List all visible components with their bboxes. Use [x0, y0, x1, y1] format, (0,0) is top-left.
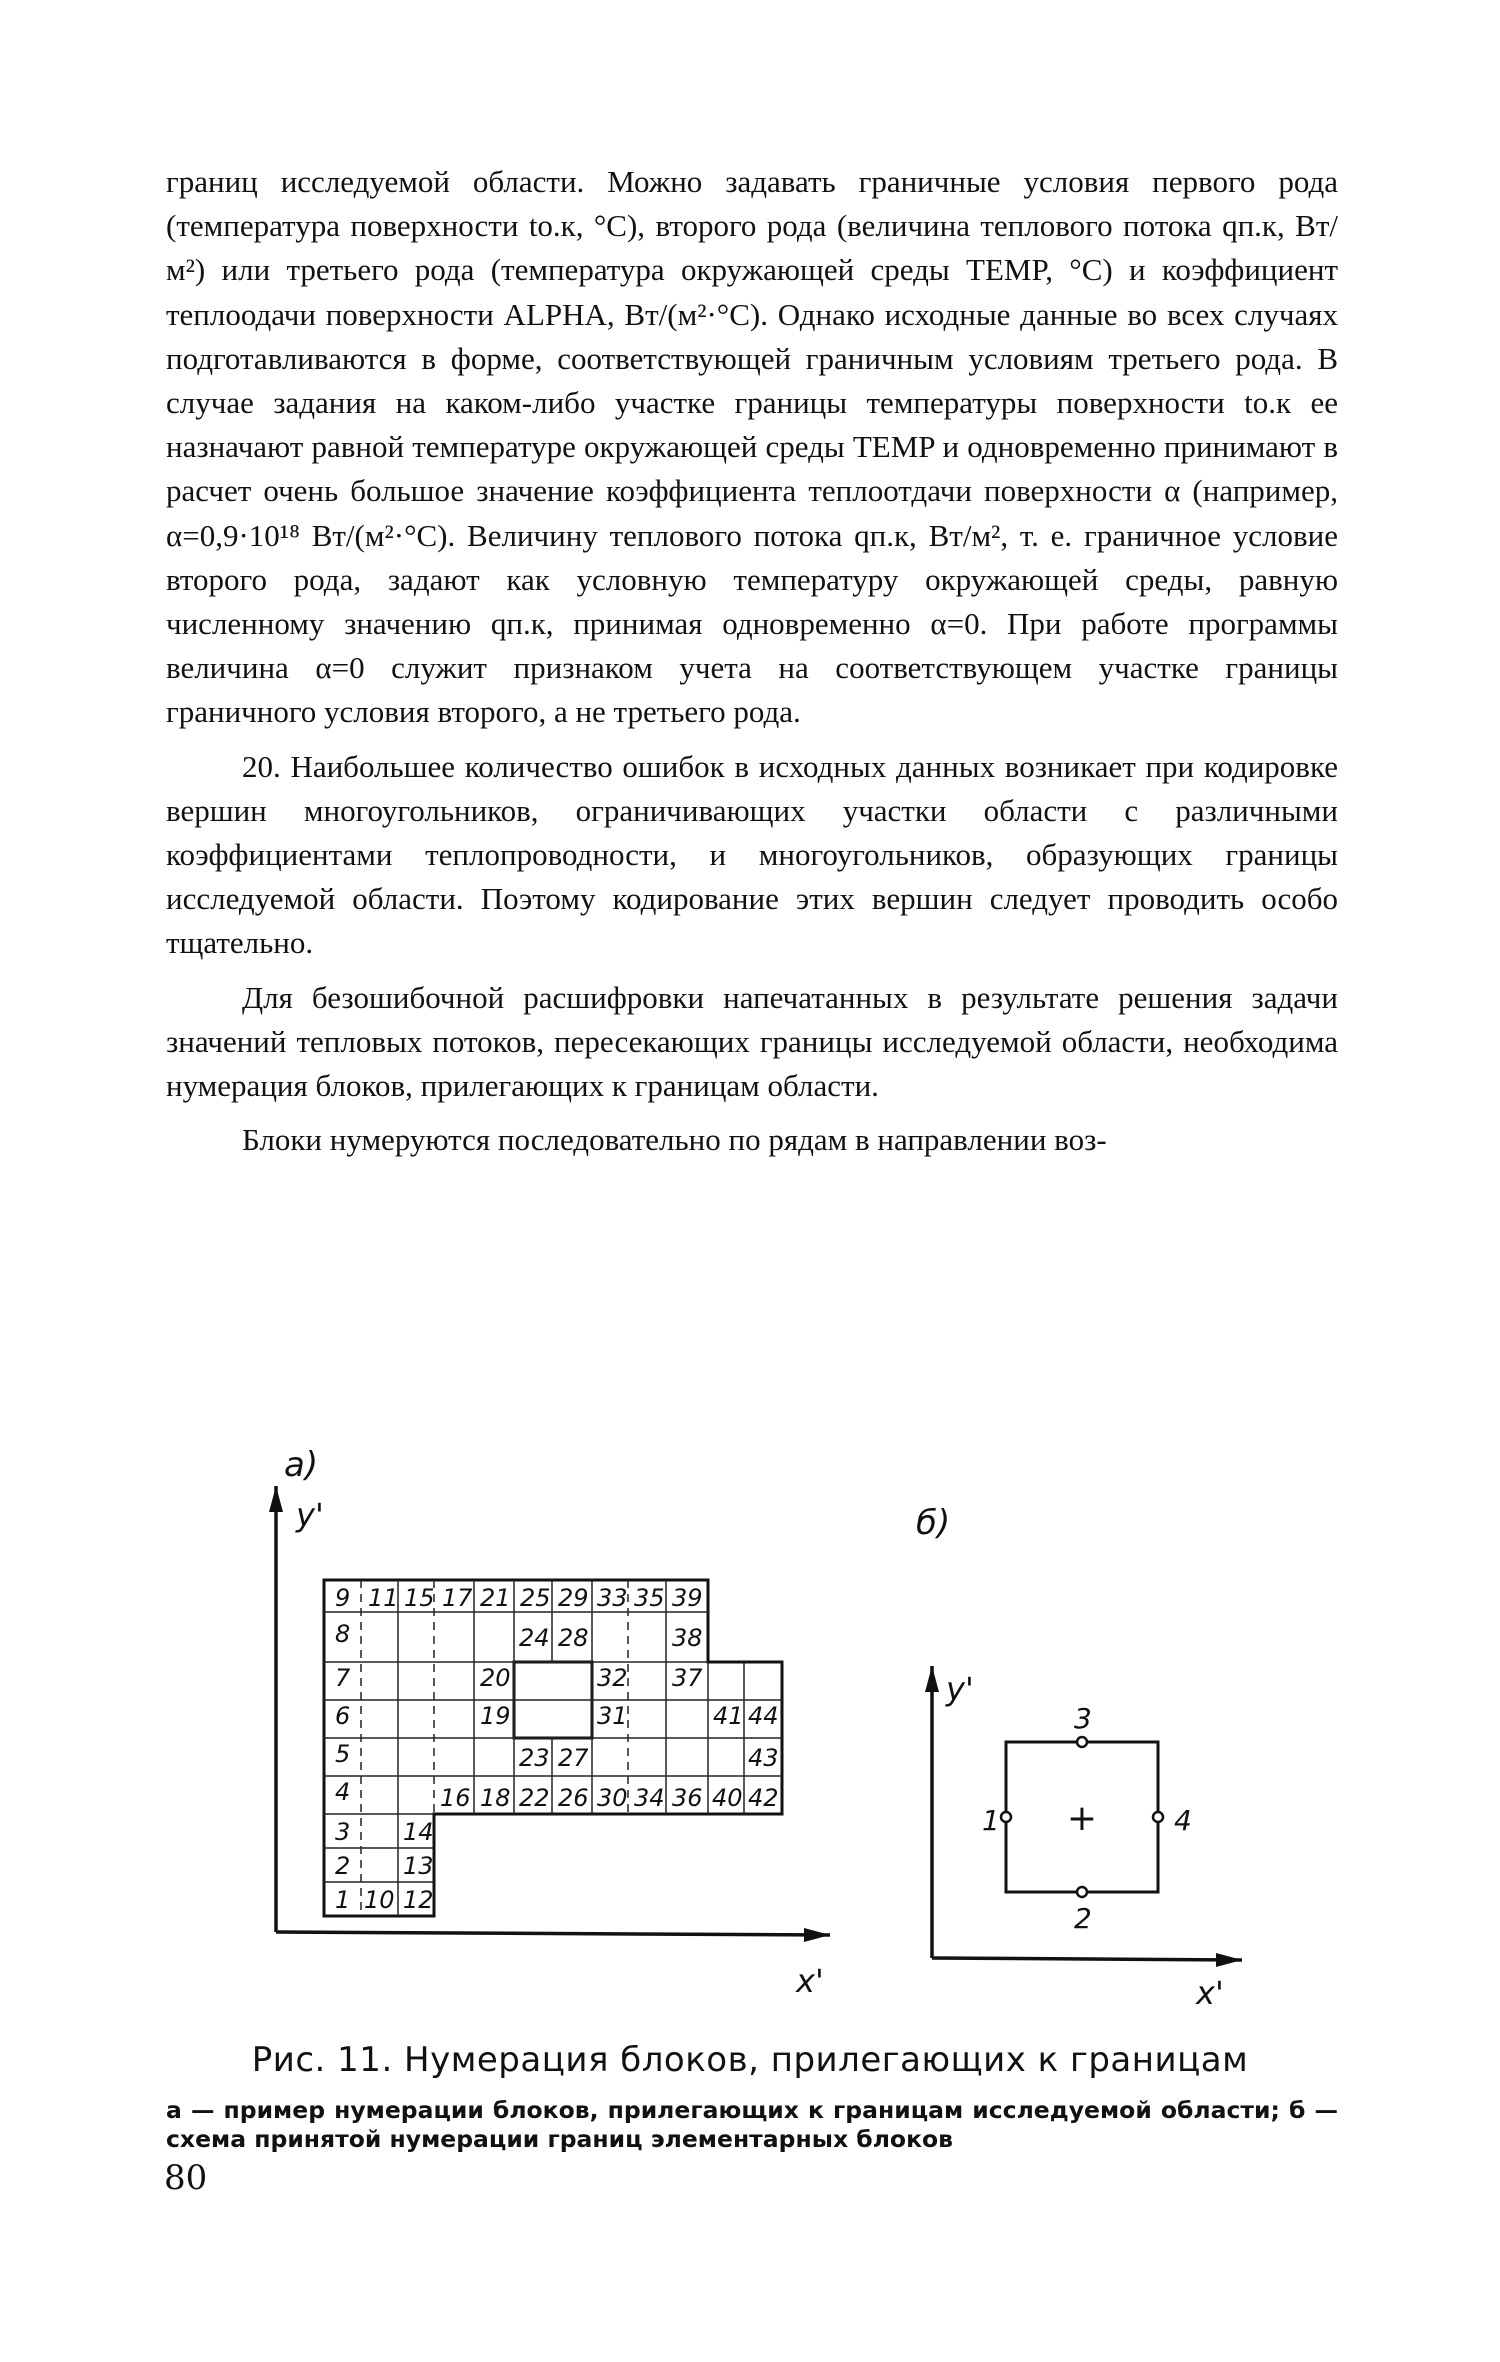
page-number: 80 [164, 2158, 208, 2198]
cell-label: 17 [442, 1584, 473, 1612]
cell-label: 7 [335, 1664, 351, 1692]
figure-b-side-1: 1 [982, 1804, 1000, 1837]
figure-b-label: б) [916, 1503, 951, 1543]
cell-label: 1 [335, 1886, 351, 1914]
cell-label: 38 [672, 1624, 703, 1652]
figure-a-region-outline [324, 1580, 782, 1916]
figure-a-x-axis [276, 1932, 830, 1935]
cell-label: 8 [335, 1620, 351, 1648]
figure-b-x-axis [932, 1958, 1242, 1960]
cell-label: 4 [335, 1778, 351, 1806]
figure-b-x-label: x' [1196, 1974, 1224, 2012]
cell-label: 12 [403, 1886, 434, 1914]
cell-label: 16 [440, 1784, 471, 1812]
cell-label: 23 [519, 1744, 550, 1772]
cell-label: 10 [364, 1886, 395, 1914]
cell-label: 3 [335, 1818, 351, 1846]
figure-caption-title: Рис. 11. Нумерация блоков, прилегающих к границам [251, 2040, 1249, 2080]
figure-a-grid [324, 1580, 782, 1916]
cell-label: 2 [335, 1852, 351, 1880]
cell-label: 30 [597, 1784, 628, 1812]
figure-b-node-top [1077, 1737, 1087, 1747]
cell-label: 19 [480, 1702, 511, 1730]
cell-label: 31 [597, 1702, 628, 1730]
paragraph-blocks: Блоки нумеруются последовательно по рядам в направлении воз- [242, 1122, 1107, 1158]
cell-label: 14 [403, 1818, 434, 1846]
figure-b-x-arrow-icon [1216, 1953, 1242, 1967]
figure-b-side-4: 4 [1174, 1804, 1192, 1837]
cell-label: 21 [480, 1584, 511, 1612]
cell-label: 37 [672, 1664, 703, 1692]
cell-label: 29 [558, 1584, 589, 1612]
figure-b-y-label: y' [946, 1670, 974, 1708]
figure-b [916, 1503, 1242, 2012]
cell-label: 41 [713, 1702, 744, 1730]
figure-b-y-arrow-icon [925, 1666, 939, 1692]
figure-a-y-arrow-icon [269, 1486, 283, 1512]
cell-label: 27 [558, 1744, 589, 1772]
cell-label: 15 [404, 1584, 435, 1612]
figure-a-x-arrow-icon [804, 1928, 830, 1942]
cell-label: 36 [672, 1784, 703, 1812]
figure-b-side-2: 2 [1074, 1902, 1092, 1935]
figure-a-x-label: x' [796, 1962, 824, 2000]
figure-b-center-mark: + [1066, 1798, 1098, 1839]
figure-a-y-label: y' [296, 1496, 324, 1534]
figure-b-node-bottom [1077, 1887, 1087, 1897]
cell-label: 28 [558, 1624, 589, 1652]
cell-label: 13 [403, 1852, 434, 1880]
cell-label: 32 [597, 1664, 628, 1692]
cell-label: 9 [335, 1584, 351, 1612]
figure-a-label: а) [284, 1445, 319, 1485]
cell-label: 22 [519, 1784, 550, 1812]
cell-label: 26 [558, 1784, 589, 1812]
figure-b-node-left [1001, 1812, 1011, 1822]
figure-a [269, 1445, 830, 2000]
cell-label: 40 [712, 1784, 743, 1812]
cell-label: 18 [480, 1784, 511, 1812]
paragraph-continuation: границ исследуемой области. Можно задавать граничные условия первого рода (температура поверхности tо.к, °С), второго рода (величина теплового потока qп.к, Вт/м²) или третьего рода (температура окружающей среды TEMP, °С) и коэффициент теплоодачи поверхности ALPHA, Вт/(м²·°С). Однако исходные данные во всех случаях подготавливаются в форме, соответствующей граничным условиям третьего рода. В случае задания на каком-либо участке границы температуры поверхности tо.к ее назначают равной температуре окружающей среды TEMP и одновременно принимают в расчет очень большое значение коэффициента теплоотдачи поверхности α (например, α=0,9·10¹⁸ Вт/(м²·°С). Величину теплового потока qп.к, Вт/м², т. е. граничное условие второго рода, задают как условную температуру окружающей среды, равную численному значению qп.к, принимая одновременно α=0. При работе программы величина α=0 служит признаком учета на соответствующем участке границы граничного условия второго, а не третьего рода. [166, 164, 1338, 730]
cell-label: 44 [748, 1702, 779, 1730]
paragraph-numbering: Для безошибочной расшифровки напечатанных в результате решения задачи значений тепловых потоков, пересекающих границы исследуемой области, необходима нумерация блоков, прилегающих к границам области. [166, 979, 1338, 1104]
figure-b-node-right [1153, 1812, 1163, 1822]
cell-label: 35 [634, 1584, 665, 1612]
paragraph-item-20: 20. Наибольшее количество ошибок в исходных данных возникает при кодировке вершин многоугольников, ограничивающих участки области с различными коэффициентами теплопроводности, и многоугольников, образующих границы исследуемой области. Поэтому кодирование этих вершин следует проводить особо тщательно. [166, 748, 1338, 961]
cell-label: 25 [520, 1584, 551, 1612]
cell-label: 24 [519, 1624, 550, 1652]
cell-label: 42 [748, 1784, 779, 1812]
cell-label: 11 [368, 1584, 399, 1612]
cell-label: 33 [597, 1584, 628, 1612]
figure-caption-body: а — пример нумерации блоков, прилегающих к границам исследуемой области; б — схема принятой нумерации границ элементарных блоков [166, 2096, 1338, 2153]
cell-label: 34 [634, 1784, 665, 1812]
cell-label: 43 [748, 1744, 779, 1772]
figure-b-side-3: 3 [1074, 1702, 1092, 1735]
cell-label: 20 [480, 1664, 511, 1692]
cell-label: 5 [335, 1740, 351, 1768]
cell-label: 6 [335, 1702, 351, 1730]
figure-a-cell-labels [335, 1584, 779, 1914]
cell-label: 39 [672, 1584, 703, 1612]
